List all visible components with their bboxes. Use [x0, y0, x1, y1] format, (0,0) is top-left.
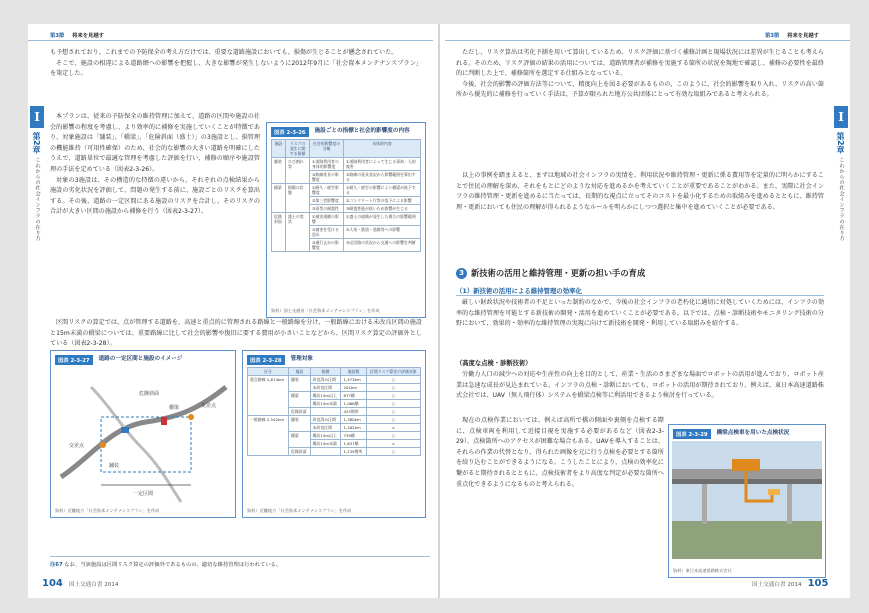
left-header-title: 将来を見越す — [72, 33, 104, 39]
right-header-rule — [445, 40, 850, 41]
table-row: ②第三者影響度 ②コンクリート片等の落下による影響 — [272, 197, 421, 205]
table-row: 危険斜面 盛土の変状 ①被害規模の影響 ①盛土の崩壊が発生した場合の影響範囲 — [272, 213, 421, 226]
page-gutter — [438, 24, 440, 598]
fig26-title: 施設ごとの指標と社会的影響度の内容 — [314, 128, 410, 134]
table-row: ②路線延長の影響度 ②路線の延長状況から影響範囲を算出する — [272, 171, 421, 184]
right-body-top — [456, 48, 824, 101]
table-row: 橋梁 橋長15m以上 877橋 ○ — [248, 392, 421, 400]
left-paragraph-5: 区間リスクの算定では、点が管理する道路を、高速と重点的に管理される路線と一般路線を分け、一般路線における未改良区間の施設と15m未満の橋梁については、重要路線に比して社会的影響や復旧に要する費用が小さいことなどから、区間リスク算定の評価外としている（図表2-3-28）。 — [50, 319, 422, 348]
intersection-marker — [100, 442, 106, 448]
left-chapter-tab — [30, 106, 44, 241]
photo-ground — [672, 521, 822, 559]
fig26-header: 施設 — [272, 140, 286, 158]
fig27-source: 資料）近畿地方「社会資本メンテナンスプラン」を作成 — [55, 508, 160, 513]
table-row: 危険斜面 1,139箇所 ○ — [248, 448, 421, 456]
left-header-section: 第3節 — [50, 33, 65, 39]
right-paragraph-2: 今後、社会的影響の評価方法等について、精度向上を図る必要があるものの、このように、社会的影響を取り入れ、リスクの高い箇所から優先的に補修を行っていく手法は、予算が限られた地方公共団体にとって有効な取組みであると考えられる。 — [456, 80, 824, 99]
figure-2-3-26 — [266, 122, 426, 318]
left-chapter-label: 第2章 — [32, 132, 41, 154]
left-chapter-subtitle: これからの社会インフラの在り方 — [34, 156, 40, 241]
table-row: ③旧型の耐震性 ③耐震性能が低いため影響が生じる — [272, 205, 421, 213]
table-row: 一般路線 2,542km 舗装 改良済み区間 1,380km ○ — [248, 416, 421, 424]
right-paragraph-1: ただし、リスク算出は劣化予測を用いて算出しているため、リスク評価に基づく補修計画と現場状況には差異が生じることも考えられる。そのため、リスク評価の結果の活用については、道路管理者が補修を実施する箇所の状況を現地で確認し、補修の必要性を最終的に判断した上で、補修箇所を選定する仕組みとなっている。 — [456, 49, 824, 78]
footnote-id: 注67 — [50, 562, 63, 568]
road-line — [61, 387, 226, 477]
left-page-footer — [42, 578, 118, 589]
inspection-bucket — [768, 489, 780, 495]
left-footer-label: 国土交通白書 2014 — [68, 581, 119, 588]
right-body-tech-2 — [456, 416, 664, 490]
label-intersection-left: 交差点 — [69, 443, 85, 449]
label-section: 一定区間 — [133, 491, 154, 497]
fig28-header: 施設 — [289, 368, 311, 376]
subsection-heading: （1）新技術の活用による維持管理の効率化 — [456, 286, 824, 296]
section-heading — [456, 267, 645, 279]
label-slope: 危険斜面 — [139, 391, 160, 397]
table-row: ②被害を受ける恐れ ②人家・鉄道・道路等への影響 — [272, 226, 421, 239]
table-row: 重点路線 1,674km 舗装 改良済み区間 1,473km ○ — [248, 376, 421, 384]
table-row: 橋長15m未満 1,637橋 × — [248, 440, 421, 448]
fig26-table — [271, 139, 421, 252]
figure-2-3-28 — [242, 350, 426, 518]
table-row: 舗装 ひび割れ等 ①道路利用者の身体的影響度 ①道路利用者によって生じる事故・人的被害 — [272, 158, 421, 171]
left-paragraph-4: 対象の3施設は、その構造的な特徴の違いから、それぞれの点検結果から施設の劣化状況を評価して、問題の発生する前に、施設ごとのリスクを算出する。その後、道路の一定区間にある施設のリスクを合計し、そのリスクの合計が大きい区間の施設から補修を行う（図表2-3-27）。 — [50, 176, 260, 216]
table-row: 未改良区間 1,162km × — [248, 424, 421, 432]
left-paragraph-2: そこで、施設の相違による道路網への影響を把握し、大きな影響が発生しないように2012年9月に「社会資本メンテナンスプラン」を策定した。 — [50, 59, 422, 78]
table-row: ③通行止めの影響度 ③迂回路の状況から交通への影響を判断 — [272, 239, 421, 252]
fig26-header: 具体的内容 — [344, 140, 421, 158]
footnote-text: なお、当該施設は区間リスク算定の評価外であるものの、適切な維持管理は行われている。 — [64, 562, 282, 568]
fig26-label: 図表 2-3-26 — [271, 127, 309, 137]
fig28-header: 施設数 — [341, 368, 366, 376]
intersection-marker — [188, 414, 194, 420]
tech-paragraph-2: 現在の点検作業においては、例えば高所で橋の側面や裏側を点検する際に、点検車両を利用して近接目視を実施する必要があるなど（図表2-3-29）、点検箇所へのアクセスが困難な場合もある。UAVを導入することは、それらの作業の代替となり、得られた画像を元に行う点検を必要とする箇所を絞り込むことができるようになる。こうしたことにより、点検の効率化に繋がると期待されるとともに、点検技術者をより高度な判定が必要な箇所へ重点化できるようになるものと考えられる。 — [456, 417, 664, 488]
fig29-label: 図表 2-3-29 — [673, 429, 711, 439]
slope-marker — [161, 417, 167, 425]
right-body-tech-1 — [456, 370, 824, 402]
right-chapter-subtitle: これからの社会インフラの在り方 — [838, 156, 844, 241]
label-intersection-right: 交差点 — [201, 403, 217, 409]
table-row: 橋梁 損傷の状態 ①耐久・疲労影響度 ①耐久・疲労の影響により橋梁が低下する — [272, 184, 421, 197]
figure-2-3-29 — [668, 424, 826, 578]
fig28-header: 指標 — [310, 368, 341, 376]
left-footnote — [50, 556, 430, 568]
fig28-header: 区間リスク算定の評価対象 — [366, 368, 420, 376]
left-header-rule — [28, 40, 433, 41]
left-page-number: 104 — [42, 578, 63, 589]
fig29-source: 資料）東日本高速道路株式会社 — [673, 568, 732, 573]
right-part-number: I — [834, 106, 848, 128]
right-header-section: 第3節 — [765, 33, 780, 39]
left-body-column — [50, 112, 260, 218]
left-body-intro — [50, 48, 422, 80]
bridge-pier — [787, 484, 792, 524]
tech-paragraph-1: 労働力人口の減少への対応や生産性の向上を目的として、産業・生活のさまざまな場面でロボットの活用が進んでおり、ロボット産業は急速な成長が見込まれている。インフラの点検・診断においても、ロボットの活用が期待されており、例えば、東日本高速道路株式会社では、UAV（無人飛行体）システムを橋梁点検等に利活用できるよう検討を行っている。 — [456, 371, 824, 400]
right-chapter-label: 第2章 — [836, 132, 845, 154]
label-bridge: 橋梁 — [169, 405, 180, 411]
fig28-label: 図表 2-3-28 — [247, 355, 285, 365]
fig26-source: 資料）国土交通省「社会資本メンテナンスプラン」を作成 — [271, 308, 380, 313]
document-spread — [28, 24, 850, 598]
fig29-title: 橋梁点検車を用いた点検状況 — [716, 430, 790, 436]
bridge-marker — [121, 427, 129, 433]
table-row: 橋長15m未満 1,066橋 ○ — [248, 400, 421, 408]
right-body-subsection — [456, 298, 824, 330]
right-running-header — [765, 31, 819, 39]
right-page-number: 105 — [807, 578, 829, 589]
left-paragraph-3: 本プランは、従来の予防保全の維持管理に加えて、道路の区間や施設の社会的影響の程度を考慮し、より効率的に補修を実施していくことが特徴であり、対象施設は「舗装」、「橋梁」、「危険斜面（盛土）」の3施設とし、損管理の機能維持（可用性確保）のため、社会的な影響の大きい道路を明確にしたうえで、道路単位で最適な管理を考慮した評価を行い、補修の順序や施設管理の手法を定めている（図表2-3-26）。 — [50, 113, 260, 173]
fig27-title: 道路の一定区間と施設のイメージ — [98, 356, 183, 362]
road-section-diagram — [51, 367, 235, 507]
fig28-title: 管理対象 — [290, 356, 313, 362]
table-row: 橋梁 橋長15m以上 739橋 ○ — [248, 432, 421, 440]
right-body-summary — [456, 171, 824, 213]
fig28-source: 資料）近畿地方「社会資本メンテナンスプラン」を作成 — [247, 508, 352, 513]
table-row: 未改良区間 201km ○ — [248, 384, 421, 392]
left-paragraph-1: も予想されており、これまでの予防保全の考え方だけでは、重要な道路施設においても、損傷が生じることが懸念されていた。 — [50, 49, 398, 56]
subsection-paragraph: 厳しい財政状況や技術者の不足といった制約のなかで、今後の社会インフラの老朽化に適切に対処していくためには、インフラの効率的な維持管理を可能とする新技術の開発・活用を進めていくことが必要である。以下では、点検・診断技術やモニタリング技術の分野において、効果的・効率的な維持管理の実現に向けて新技術を開発・利用している取組みを紹介する。 — [456, 299, 824, 328]
label-pavement: 舗装 — [109, 463, 120, 469]
fig27-label: 図表 2-3-27 — [55, 355, 93, 365]
fig26-header: リスクの発生に関する指標 — [286, 140, 310, 158]
left-body-bottom — [50, 318, 422, 350]
table-row: 危険斜面 433箇所 ○ — [248, 408, 421, 416]
fig26-header: 社会的影響度の分類 — [310, 140, 344, 158]
fig28-table — [247, 367, 421, 456]
right-chapter-tab — [834, 106, 848, 241]
inspection-photo — [672, 441, 822, 559]
minor-heading: （高度な点検・診断技術） — [456, 360, 532, 367]
right-header-title: 将来を見越す — [787, 33, 819, 39]
left-running-header — [50, 31, 104, 39]
figure-2-3-27 — [50, 350, 236, 518]
section-title: 新技術の活用と維持管理・更新の担い手の育成 — [471, 268, 646, 278]
section-number-badge: 3 — [456, 268, 467, 279]
fig28-header: 区分 — [248, 368, 289, 376]
left-part-number: I — [30, 106, 44, 128]
bridge-pier — [702, 484, 707, 524]
right-paragraph-3: 以上の事例を踏まえると、まずは地域の社会インフラの実情を、利用状況や維持管理・更新に係る費用等を定量的に明らかにすることで住民の理解を深め、それをもとにどのような対応を進めるかを考えていくことが重要であることがわかる。また、実際に社会インフラの維持管理・更新を進めるに当たっては、長期的な視点に立ってそのコストを最小化するための取組みを進めるとともに、維持管理・更新においても住民の理解が得られるようなルールを明らかにしつつ選択と集中を進めていくことが必要である。 — [456, 172, 824, 211]
right-footer-label: 国土交通白書 2014 — [752, 581, 802, 588]
right-page-footer — [752, 578, 828, 589]
